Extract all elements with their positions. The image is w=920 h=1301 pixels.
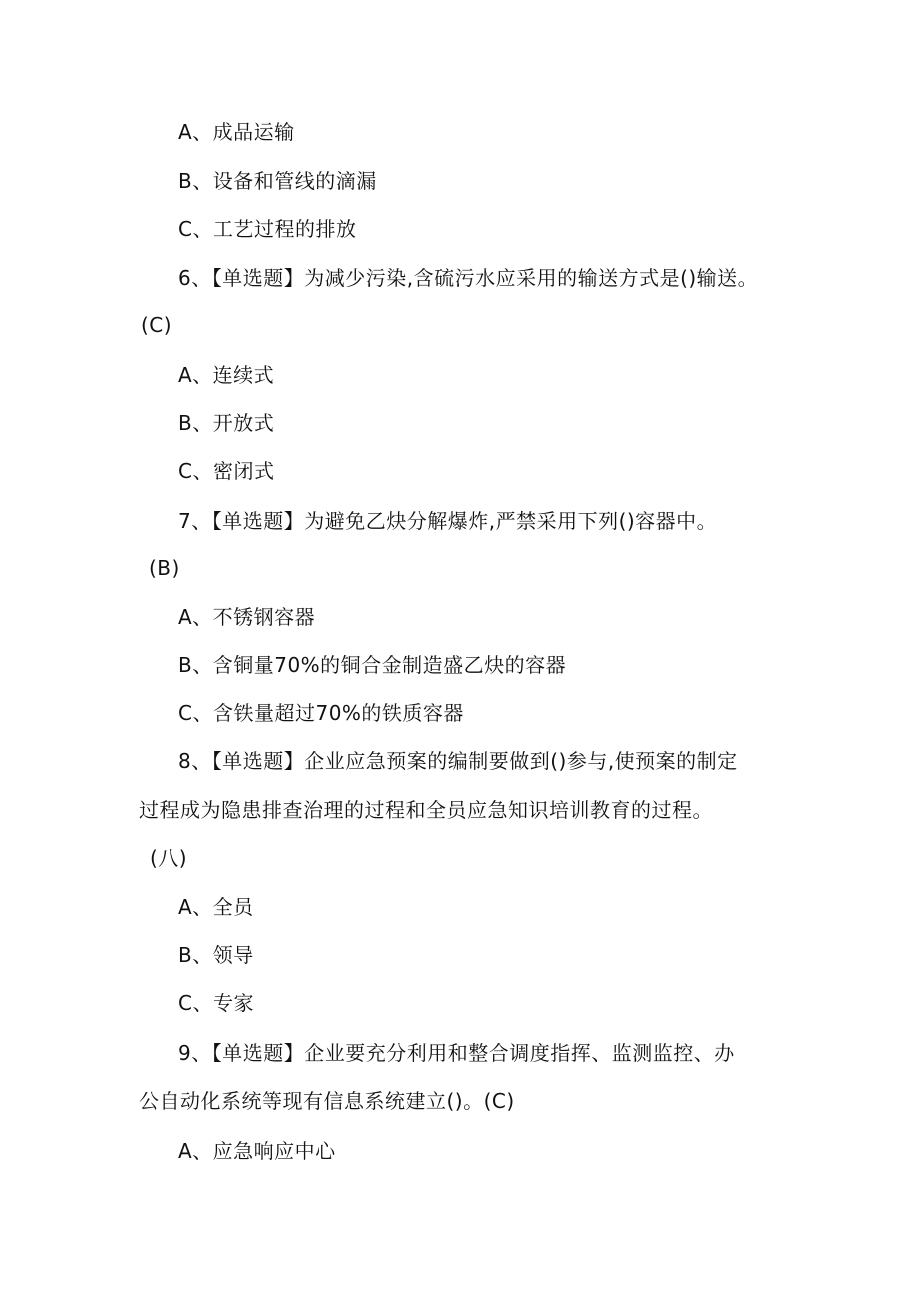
q5-option-b: B、设备和管线的滴漏 <box>178 169 377 193</box>
q8-option-a: A、全员 <box>178 895 254 919</box>
q6-option-c: C、密闭式 <box>178 459 275 483</box>
q7-option-c: C、含铁量超过70%的铁质容器 <box>178 701 464 725</box>
q5-option-a: A、成品运输 <box>178 120 295 144</box>
q6-option-a: A、连续式 <box>178 363 275 387</box>
q6-option-b: B、开放式 <box>178 411 275 435</box>
q7-option-a: A、不锈钢容器 <box>178 605 316 629</box>
q7-question: 7、【单选题】为避免乙炔分解爆炸,严禁采用下列()容器中。 <box>178 509 718 533</box>
q7-option-b: B、含铜量70%的铜合金制造盛乙炔的容器 <box>178 653 567 677</box>
q9-question: 9、【单选题】企业要充分利用和整合调度指挥、监测监控、办 <box>178 1041 735 1065</box>
q8-question: 8、【单选题】企业应急预案的编制要做到()参与,使预案的制定 <box>178 749 738 773</box>
q5-option-c: C、工艺过程的排放 <box>178 217 357 241</box>
q8-option-c: C、专家 <box>178 991 254 1015</box>
q9-question-continued: 公自动化系统等现有信息系统建立()。(C) <box>139 1089 515 1113</box>
q8-question-continued: 过程成为隐患排查治理的过程和全员应急知识培训教育的过程。 <box>139 798 713 822</box>
q9-option-a: A、应急响应中心 <box>178 1139 336 1163</box>
q8-option-b: B、领导 <box>178 943 254 967</box>
q6-answer: (C) <box>141 313 173 337</box>
q6-question: 6、【单选题】为减少污染,含硫污水应采用的输送方式是()输送。 <box>178 266 759 290</box>
q7-answer: (B) <box>149 556 180 580</box>
q8-answer: (八) <box>150 846 188 870</box>
